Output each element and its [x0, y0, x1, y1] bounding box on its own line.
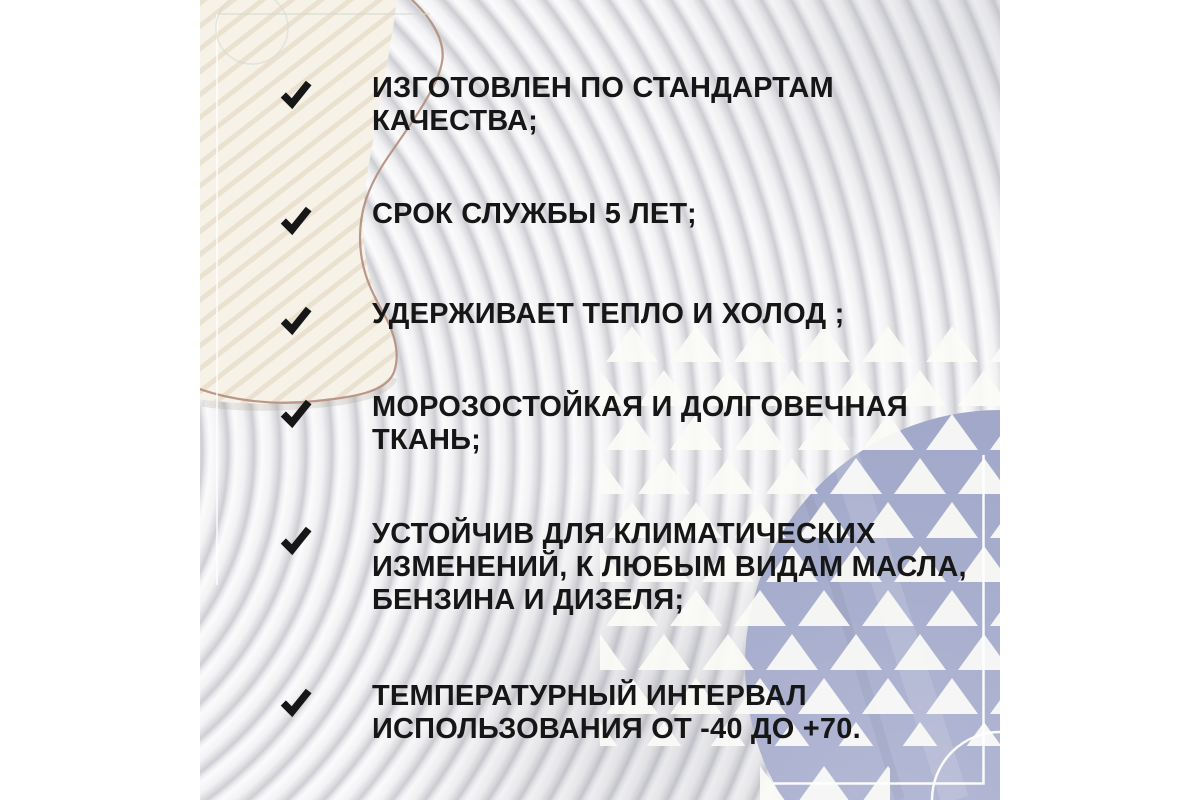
checkmark-icon: [278, 396, 314, 428]
feature-item-1: [278, 72, 1000, 138]
feature-text: УСТОЙЧИВ ДЛЯ КЛИМАТИЧЕСКИХ ИЗМЕНЕНИЙ, К ЛЮБЫМ ВИДАМ МАСЛА, БЕНЗИНА И ДИЗЕЛЯ;: [372, 518, 967, 616]
feature-item-4: [278, 391, 1000, 457]
checkmark-icon: [278, 77, 314, 109]
feature-text: СРОК СЛУЖБЫ 5 ЛЕТ;: [372, 198, 697, 230]
checkmark-icon: [278, 523, 314, 555]
feature-item-2: [278, 198, 1000, 235]
feature-text: ИЗГОТОВЛЕН ПО СТАНДАРТАМ КАЧЕСТВА;: [372, 72, 834, 137]
feature-text: УДЕРЖИВАЕТ ТЕПЛО И ХОЛОД ;: [372, 298, 845, 330]
infographic-canvas: [200, 0, 1000, 800]
checkmark-icon: [278, 203, 314, 235]
feature-item-6: [278, 680, 1000, 746]
feature-item-3: [278, 298, 1000, 335]
feature-text: ТЕМПЕРАТУРНЫЙ ИНТЕРВАЛ ИСПОЛЬЗОВАНИЯ ОТ -40 ДО +70.: [372, 680, 861, 745]
checkmark-icon: [278, 685, 314, 717]
right-margin: [1000, 0, 1200, 800]
feature-list: [200, 0, 1000, 800]
feature-item-5: [278, 518, 1000, 617]
left-margin: [0, 0, 200, 800]
feature-text: МОРОЗОСТОЙКАЯ И ДОЛГОВЕЧНАЯ ТКАНЬ;: [372, 391, 908, 456]
checkmark-icon: [278, 303, 314, 335]
